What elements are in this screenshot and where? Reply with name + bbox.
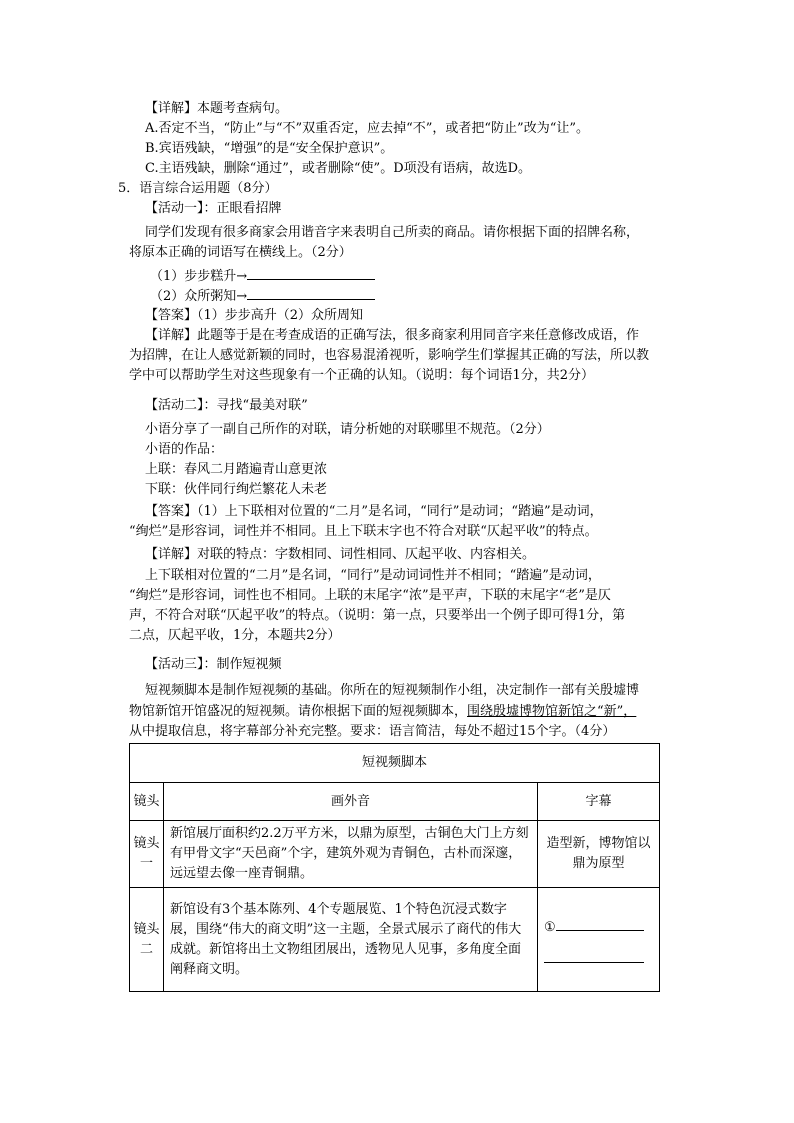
row-1-voiceover: 新馆展厅面积约2.2万平方米，以鼎为原型，古铜色大门上方刻有甲骨文字“天邑商”个字，建筑外观为青铜色，古朴而深邃，远远望去像一座青铜鼎。 [164,821,538,888]
item-2 [150,285,710,307]
activity-1-detail-2: 为招牌，在让人感觉新颖的同时，也容易混淆视听，影响学生们掌握其正确的写法，所以教 [129,348,650,363]
item-2-text: （2）众所粥知→ [150,289,248,304]
table-row [130,888,660,992]
row-2-shot: 镜头二 [130,888,164,992]
activity-2-detail-2: 上下联相对位置的“二月”是名词，“同行”是动词词性并不相同；“踏遍”是动词， [145,568,601,583]
row-2-subtitle-cell [538,888,660,992]
activity-1-answer: 【答案】（1）步步高升（2）众所周知 [145,308,364,323]
explanation-b: B.宾语残缺，“增强”的是“安全保护意识”。 [145,141,394,156]
item-1-answer-blank[interactable] [247,265,375,280]
activity-1-prompt-cont: 将原本正确的词语写在横线上。（2分） [129,245,352,260]
explanation-heading: 【详解】本题考查病句。 [145,101,289,116]
row-1-subtitle: 造型新，博物馆以鼎为原型 [538,821,660,888]
explanation-a: A.否定不当，“防止”与“不”双重否定，应去掉“不”，或者把“防止”改为“让”。 [145,121,589,136]
row-2-subtitle-blank[interactable] [556,916,644,931]
row-2-voiceover: 新馆设有3个基本陈列、4个专题展览、1个特色沉浸式数字展，围绕“伟大的商文明”这一主题，全景式展示了商代的伟大成就。新馆将出土文物组团展出，透物见人见事，多角度全面阐释商文明。 [164,888,538,992]
activity-1-prompt: 同学们发现有很多商家会用谐音字来表明自己所卖的商品。请你根据下面的招牌名称， [145,225,640,240]
activity-1-title: 【活动一】：正眼看招牌 [145,201,282,216]
header-shot: 镜头 [130,783,164,821]
question-5-title: 5．语言综合运用题（8分） [118,181,278,196]
table-caption: 短视频脚本 [130,744,660,783]
activity-2-answer: 【答案】（1）上下联相对位置的“二月”是名词，“同行”是动词；“踏遍”是动词， [145,504,603,519]
table-row [130,821,660,888]
explanation-c: C.主语残缺，删除“通过”，或者删除“使”。D项没有语病，故选D。 [145,161,532,176]
activity-3-title: 【活动三】：制作短视频 [145,657,282,672]
activity-3-prompt-2 [129,702,689,722]
row-1-shot: 镜头一 [130,821,164,888]
activity-2-title: 【活动二】：寻找“最美对联” [145,398,308,413]
activity-2-detail-4: 声，不符合对联“仄起平收”的特点。（说明：第一点，只要举出一个例子即可得1分，第 [129,608,626,623]
row-2-subtitle-marker: ① [544,920,556,935]
activity-2-detail-3: “绚烂”是形容词，词性也不相同。上联的末尾字“浓”是平声，下联的末尾字“老”是仄 [129,588,611,603]
couplet-lower: 下联：伙伴同行绚烂繁花人未老 [145,482,328,497]
item-2-answer-blank[interactable] [247,285,375,300]
activity-3-prompt-3: 从中提取信息，将字幕部分补充完整。要求：语言简洁，每处不超过15个字。（4分） [129,724,616,739]
activity-1-detail-3: 学中可以帮助学生对这些现象有一个正确的认知。（说明：每个词语1分，共2分） [129,368,595,383]
row-2-subtitle-blank-2[interactable] [544,944,644,963]
activity-3-prompt-2-text: 物馆新馆开馆盛况的短视频。请你根据下面的短视频脚本， [129,704,468,719]
item-1-text: （1）步步糕升→ [150,269,248,284]
activity-2-prompt: 小语分享了一副自己所作的对联，请分析她的对联哪里不规范。（2分） [145,422,550,437]
header-voiceover: 画外音 [164,783,538,821]
activity-3-underlined-phrase: 围绕殷墟博物馆新馆之“新”， [467,704,637,719]
activity-1-detail: 【详解】此题等于是在考查成语的正确写法，很多商家利用同音字来任意修改成语，作 [145,328,640,343]
video-script-table [129,743,660,992]
activity-2-detail-5: 二点，仄起平收，1分，本题共2分） [129,628,341,643]
activity-2-answer-2: “绚烂”是形容词，词性并不相同。且上下联末字也不符合对联“仄起平收”的特点。 [129,524,598,539]
activity-2-detail: 【详解】对联的特点：字数相同、词性相同、仄起平收、内容相关。 [145,547,536,562]
header-subtitle: 字幕 [538,783,660,821]
item-1 [150,265,710,287]
couplet-upper: 上联：春风二月踏遍青山意更浓 [145,462,328,477]
couplet-intro: 小语的作品： [145,442,224,457]
activity-3-prompt: 短视频脚本是制作短视频的基础。你所在的短视频制作小组，决定制作一部有关殷墟博 [145,683,640,698]
